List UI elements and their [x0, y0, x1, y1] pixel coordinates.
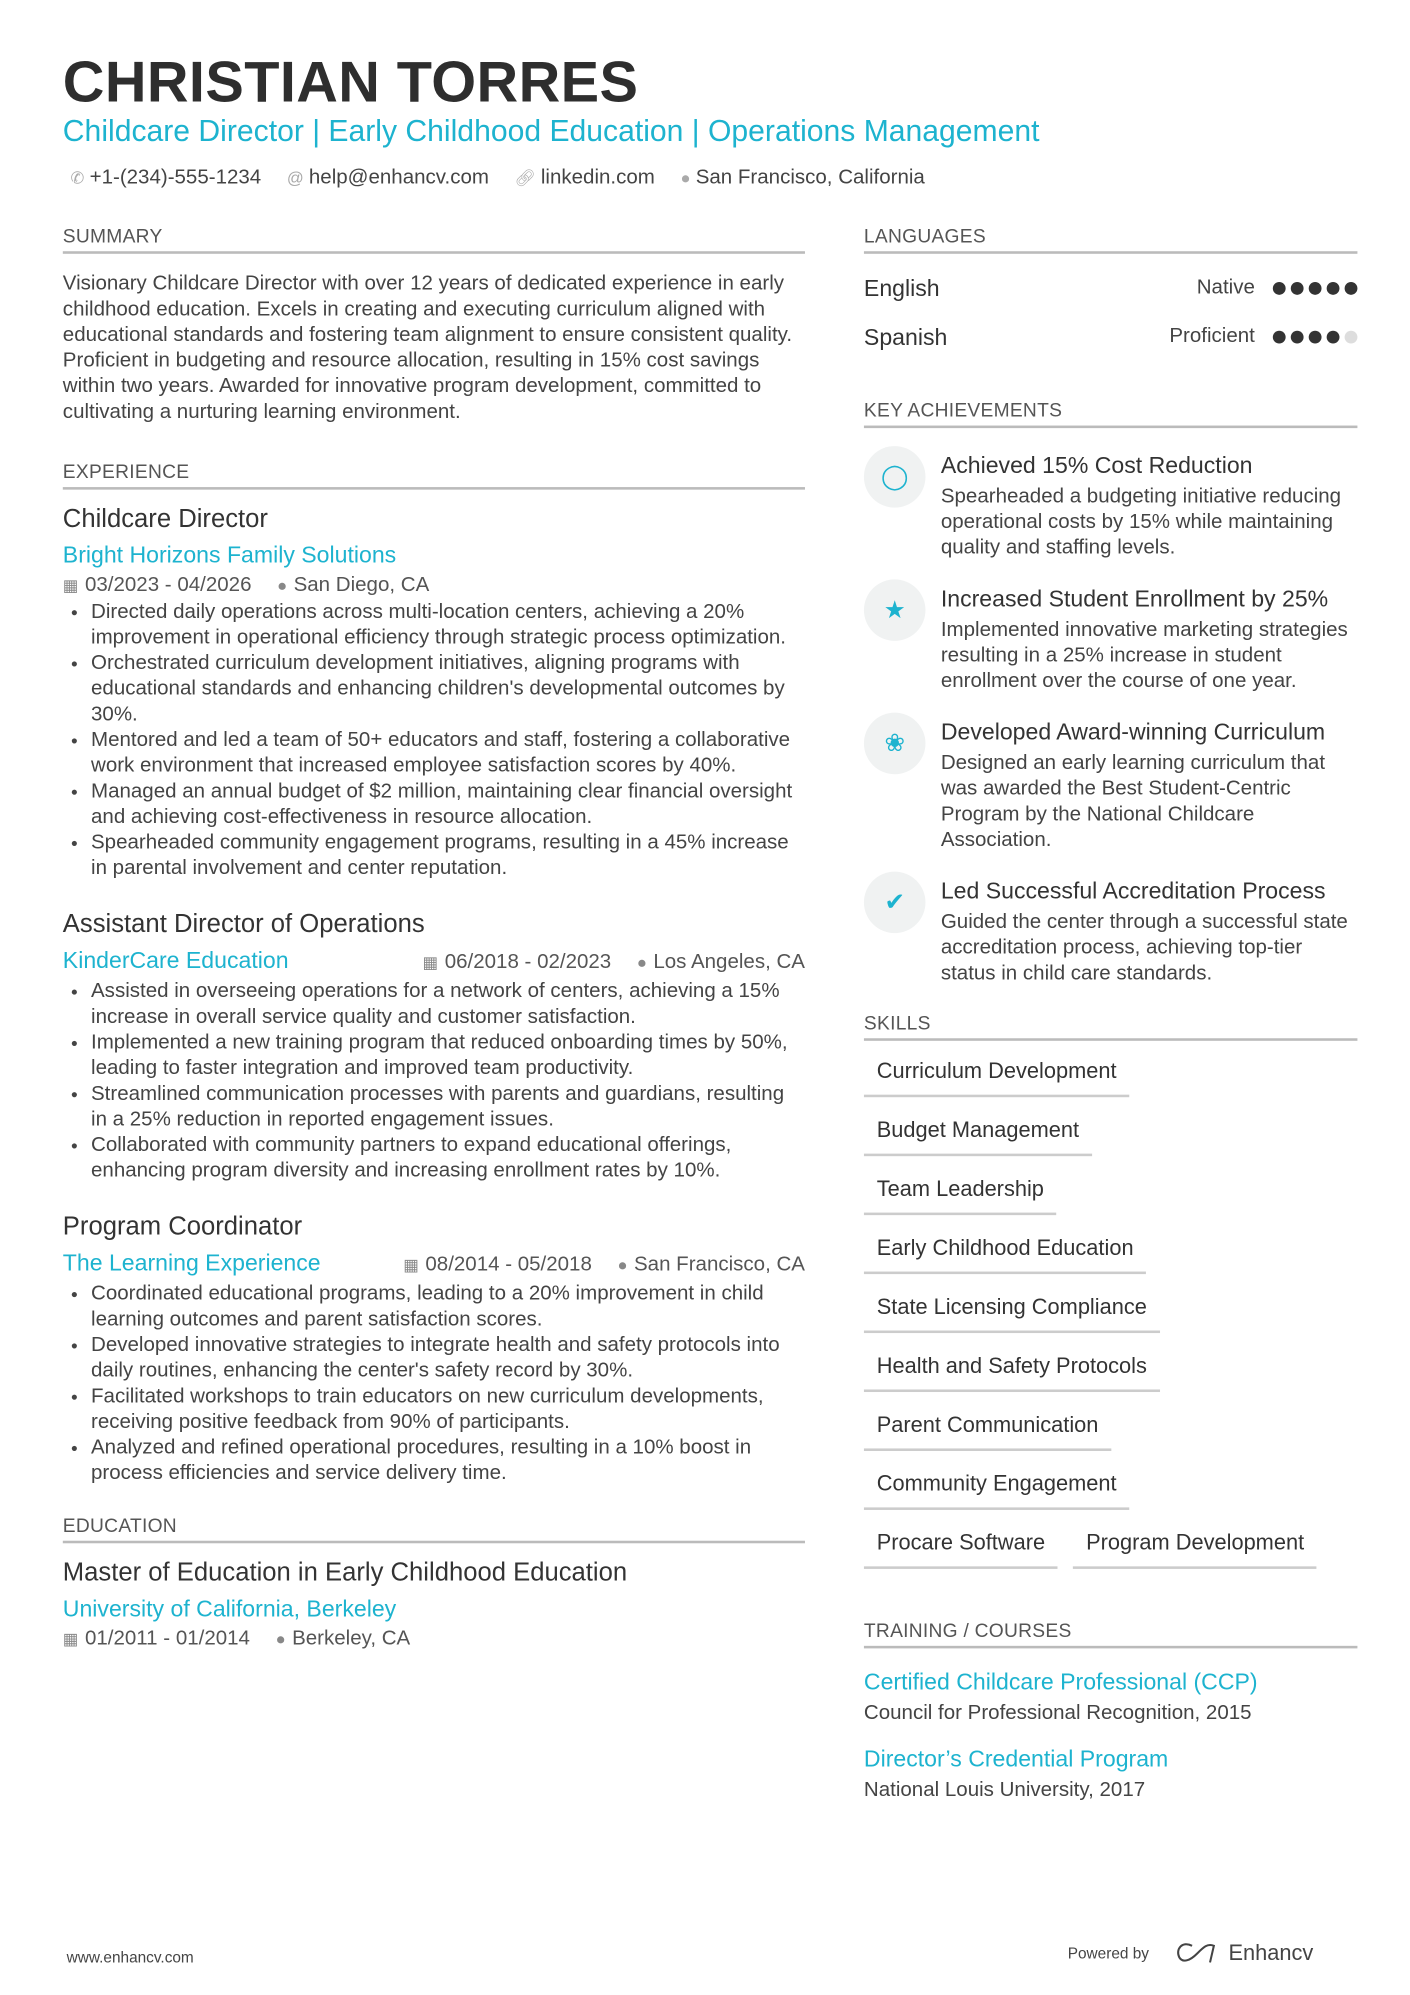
- skill-tag: Program Development: [1073, 1523, 1317, 1569]
- job-company-row: [63, 1250, 805, 1277]
- skill-tag: State Licensing Compliance: [864, 1287, 1160, 1333]
- education-section: [63, 1515, 805, 1651]
- job-title: Program Coordinator: [62, 1212, 303, 1241]
- achievement-item: [864, 877, 1357, 987]
- bullet: • Facilitated workshops to train educators on new curriculum developments, receiving positive feedback from 90% of participants.: [91, 1384, 805, 1435]
- job-meta: [403, 1254, 805, 1277]
- achievement-item: [864, 451, 1357, 561]
- job-company-row: [63, 947, 805, 974]
- bullet: • Managed an annual budget of $2 million, maintaining clear financial oversight and achieving cost-effectiveness in resource allocation.: [91, 779, 805, 830]
- proficiency-dots: [1273, 282, 1358, 295]
- phone-icon: ✆: [70, 167, 85, 188]
- filled-dot: [1345, 282, 1358, 295]
- phone-text: +1-(234)-555-1234: [89, 166, 262, 189]
- bullet: • Assisted in overseeing operations for a network of centers, achieving a 15% increase in overall service quality and customer satisfaction.: [91, 979, 805, 1030]
- language-level-group: [1197, 277, 1358, 300]
- education-dates: [63, 1628, 250, 1651]
- powered-by-label: Powered by: [1067, 1944, 1149, 1963]
- bullet: • Developed innovative strategies to integrate health and safety protocols into daily routines, enhancing the center's safety record by 30%.: [91, 1333, 805, 1384]
- email-text: help@enhancv.com: [308, 166, 489, 189]
- education-location: [276, 1628, 411, 1651]
- skills-list: [864, 1051, 1357, 1569]
- course-provider: National Louis University, 2017: [863, 1779, 1146, 1801]
- empty-dot: [1345, 331, 1358, 344]
- job-entry: [63, 1213, 805, 1487]
- dates-text: 01/2011 - 01/2014: [84, 1627, 250, 1650]
- course-title: Director’s Credential Program: [863, 1745, 1169, 1772]
- award-icon: ❀: [864, 713, 926, 775]
- achievement-title: Increased Student Enrollment by 25%: [940, 585, 1329, 612]
- language-item: [864, 313, 1357, 362]
- degree: Master of Education in Early Childhood Education: [62, 1558, 628, 1587]
- bullet: • Analyzed and refined operational procedures, resulting in a 10% boost in process efficiencies and service delivery time.: [91, 1436, 805, 1487]
- course-provider: Council for Professional Recognition, 2015: [863, 1702, 1252, 1725]
- star-icon: ★: [864, 579, 926, 641]
- job-dates: [63, 574, 252, 597]
- bullet: • Streamlined communication processes with parents and guardians, resulting in a 25% reduction in reported engagement issues.: [91, 1082, 805, 1133]
- languages-section: [864, 226, 1357, 362]
- achievement-title: Achieved 15% Cost Reduction: [940, 452, 1253, 479]
- summary-section: [63, 226, 805, 426]
- skill-tag: Parent Communication: [864, 1405, 1111, 1451]
- location-text: San Diego, CA: [293, 574, 430, 597]
- location-pin-icon: ●: [275, 1629, 286, 1649]
- experience-section: [63, 461, 805, 1486]
- company-name: KinderCare Education: [62, 947, 289, 973]
- job-title: Assistant Director of Operations: [62, 910, 425, 939]
- skill-tag: Procare Software: [864, 1523, 1058, 1569]
- section-heading: TRAINING / COURSES: [864, 1620, 1357, 1648]
- footer-powered: [1068, 1941, 1314, 1967]
- training-section: [864, 1620, 1357, 1802]
- section-heading: SKILLS: [864, 1013, 1357, 1041]
- section-heading: EDUCATION: [63, 1515, 805, 1543]
- at-icon: @: [286, 167, 304, 188]
- bullet: • Spearheaded community engagement programs, resulting in a 45% increase in parental involvement and center reputation.: [91, 831, 805, 882]
- location-pin-icon: ●: [277, 575, 288, 595]
- skill-tag: Health and Safety Protocols: [864, 1346, 1160, 1392]
- filled-dot: [1291, 282, 1304, 295]
- language-level-group: [1169, 326, 1357, 349]
- achievements-section: [864, 400, 1357, 987]
- achievement-text: Implemented innovative marketing strategies resulting in a 25% increase in student enrollment over the course of one year.: [940, 619, 1348, 693]
- summary-text: Visionary Childcare Director with over 12 years of dedicated experience in early childhood education. Excels in creating and executing curriculum aligned with educational standards and fostering team alignment to ensure consistent quality. Proficient in budgeting and resource allocation, resulting in 15% cost savings within two years. Awarded for innovative program development, committed to cultivating a nurturing learning environment.: [62, 273, 793, 423]
- bullet: • Orchestrated curriculum development initiatives, aligning programs with educational standards and enhancing children's developmental outcomes by 30%.: [91, 651, 805, 728]
- company-name: The Learning Experience: [62, 1249, 321, 1276]
- job-dates: [403, 1254, 592, 1277]
- section-heading: EXPERIENCE: [63, 461, 805, 489]
- achievement-item: [864, 718, 1357, 854]
- job-location: [637, 951, 805, 974]
- job-dates: [423, 951, 612, 974]
- achievement-title: Led Successful Accreditation Process: [940, 878, 1326, 904]
- bullet: • Directed daily operations across multi-location centers, achieving a 20% improvement in operational efficiency through strategic process optimization.: [91, 600, 805, 651]
- contact-email[interactable]: [287, 167, 489, 190]
- proficiency-dots: [1273, 331, 1358, 344]
- calendar-icon: ▦: [422, 952, 439, 972]
- location-text: Los Angeles, CA: [653, 951, 805, 973]
- location-pin-icon: ●: [617, 1254, 628, 1275]
- job-meta: [423, 951, 805, 974]
- skill-tag: Team Leadership: [864, 1169, 1057, 1215]
- achievement-text: Guided the center through a successful state accreditation process, achieving top-tier status in child care standards.: [940, 911, 1348, 985]
- filled-dot: [1273, 331, 1286, 344]
- filled-dot: [1309, 331, 1322, 344]
- skill-tag: Budget Management: [864, 1110, 1092, 1156]
- bullet: • Collaborated with community partners to expand educational offerings, enhancing program diversity and increasing enrollment rates by 10%.: [91, 1133, 805, 1184]
- job-location: [277, 574, 429, 597]
- brand-name: Enhancv: [1228, 1940, 1314, 1965]
- filled-dot: [1273, 282, 1286, 295]
- job-entry: [63, 505, 805, 882]
- job-meta: [63, 574, 805, 597]
- job-entry: [63, 910, 805, 1184]
- dates-text: 06/2018 - 02/2023: [444, 951, 612, 973]
- headline: Childcare Director | Early Childhood Education | Operations Management: [62, 114, 1040, 148]
- section-heading: KEY ACHIEVEMENTS: [864, 400, 1357, 428]
- language-name: Spanish: [863, 323, 948, 350]
- calendar-icon: ▦: [403, 1254, 419, 1275]
- achievement-text: Spearheaded a budgeting initiative reducing operational costs by 15% while maintaining quality and staffing levels.: [940, 485, 1342, 559]
- skills-section: [864, 1013, 1357, 1569]
- location-text: San Francisco, California: [695, 166, 925, 189]
- language-item: [864, 264, 1357, 313]
- skill-tag: Early Childhood Education: [864, 1228, 1146, 1274]
- contact-phone[interactable]: [70, 167, 261, 190]
- dates-text: 08/2014 - 05/2018: [425, 1253, 592, 1276]
- location-text: Berkeley, CA: [292, 1627, 411, 1650]
- contact-linkedin[interactable]: [515, 167, 655, 190]
- company-name: Bright Horizons Family Solutions: [62, 542, 397, 568]
- dates-text: 03/2023 - 04/2026: [84, 574, 252, 597]
- job-bullets: [63, 979, 805, 1184]
- enhancv-logo[interactable]: [1175, 1941, 1314, 1967]
- job-bullets: [63, 1282, 805, 1487]
- left-column: [63, 226, 805, 1654]
- skill-tag: Curriculum Development: [864, 1051, 1129, 1097]
- location-pin-icon: ●: [680, 167, 691, 188]
- filled-dot: [1309, 282, 1322, 295]
- location-pin-icon: ●: [636, 952, 647, 972]
- location-text: San Francisco, CA: [633, 1253, 805, 1276]
- bullet: • Coordinated educational programs, leading to a 20% improvement in child learning outcomes and parent satisfaction scores.: [91, 1282, 805, 1333]
- linkedin-text: linkedin.com: [540, 166, 655, 189]
- calendar-icon: ▦: [62, 575, 79, 595]
- calendar-icon: ▦: [62, 1629, 79, 1649]
- job-location: [618, 1254, 805, 1277]
- contact-bar: [70, 167, 924, 190]
- link-icon: 🔗︎: [514, 167, 536, 188]
- language-level: Proficient: [1169, 325, 1255, 348]
- enhancv-logo-icon: [1175, 1942, 1221, 1965]
- job-title: Childcare Director: [62, 505, 268, 534]
- filled-dot: [1291, 331, 1304, 344]
- skill-tag: Community Engagement: [864, 1464, 1129, 1510]
- filled-dot: [1327, 282, 1340, 295]
- candidate-name: CHRISTIAN TORRES: [62, 48, 639, 115]
- language-name: English: [863, 274, 940, 301]
- school-name: University of California, Berkeley: [62, 1595, 397, 1622]
- right-column: [864, 226, 1357, 1823]
- contact-location: [681, 167, 925, 190]
- job-bullets: [63, 600, 805, 882]
- language-level: Native: [1196, 276, 1255, 299]
- achievement-item: [864, 585, 1357, 695]
- check-icon: ✔: [864, 872, 926, 934]
- section-heading: SUMMARY: [63, 226, 805, 254]
- course-title: Certified Childcare Professional (CCP): [863, 1668, 1258, 1695]
- lightbulb-icon: ◯: [864, 446, 926, 508]
- achievement-title: Developed Award-winning Curriculum: [940, 719, 1326, 745]
- section-heading: LANGUAGES: [864, 226, 1357, 254]
- education-meta: [63, 1628, 805, 1651]
- filled-dot: [1327, 331, 1340, 344]
- achievement-text: Designed an early learning curriculum that was awarded the Best Student-Centric Program by the National Childcare Association.: [940, 752, 1326, 852]
- bullet: • Implemented a new training program that reduced onboarding times by 50%, leading to faster integration and improved team productivity.: [91, 1031, 805, 1082]
- footer-website[interactable]: www.enhancv.com: [66, 1948, 194, 1967]
- bullet: • Mentored and led a team of 50+ educators and staff, fostering a collaborative work environment that increased employee satisfaction scores by 40%.: [91, 728, 805, 779]
